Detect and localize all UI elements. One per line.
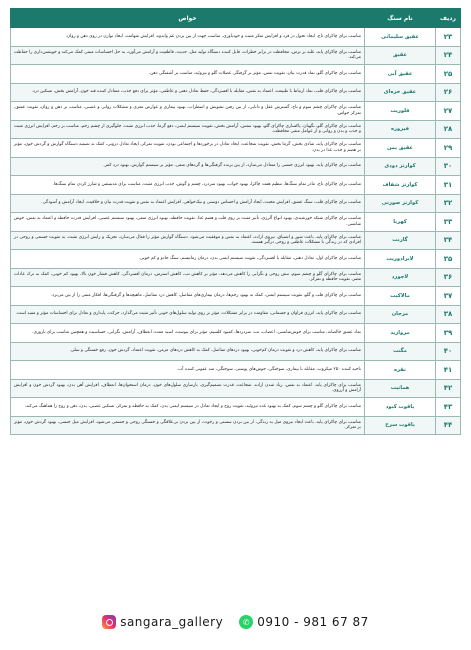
row-number: ۳۷ <box>436 287 461 306</box>
stone-name: کوارتز صورتی <box>365 194 436 213</box>
stone-name: مالاکیت <box>365 287 436 306</box>
stone-name: عقیق سلیمانی <box>365 28 436 47</box>
table-row <box>11 102 461 121</box>
stone-name: نقره <box>365 361 436 380</box>
stone-properties: مناسب برای چاکرای تاج، ایجاد تحول در فرد و افزایش تفکر مثبت و خودباوری، مناسب جهت از بین بردن غم واندوه، افزایش شهامت، ایجاد توازن در روی ذهن و روان. <box>11 28 365 47</box>
row-number: ۴۰ <box>436 342 461 361</box>
row-number: ۲۵ <box>436 65 461 84</box>
stone-name: یاقوت کبود <box>365 398 436 417</box>
stone-properties: مناسب برای چاکرای قلب، نماد ارتباط با طبیعت، اعتماد به نفس، مقابله با افسردگی، حفظ تعادل ذهنی و عاطفی، مؤثر برای دفع جذب، متعادل کننده قند خون، آرامش بخش، تسکین درد. <box>11 83 365 102</box>
stone-name: لاجورد <box>365 268 436 287</box>
table-row <box>11 398 461 417</box>
stone-properties: مناسب برای چاکرای پایه، انرژی فراوان و جسمانی، مقاومت در برابر مشکلات، مؤثر بر روی تولید سلول‌های خونی تأثیر مثبت می‌گذارد، حرکت، پایداری و تعادل برای احساسات مؤثر و مفید است. <box>11 305 365 324</box>
stone-properties: مناسب برای چاکرای قلب و گلو، تقویت سیستم ایمنی، کمک به بهبود زخم‌ها، درمان بیماری‌های مفاصل، کاهش درد مفاصل، ماهیچه‌ها و گرفتگی‌ها، افکار منفی را از بین می‌برد. <box>11 287 365 306</box>
table-row <box>11 83 461 102</box>
stone-name: مگنت <box>365 342 436 361</box>
stone-properties: مناسب برای چاکرای پایه، اعتماد به نفس، زیاد شدن اراده، شجاعت، قدرت تصمیم‌گیری، بازسازی سلول‌های خون، درمان استخوان‌ها، انعطاف، افزایش آهن بدن، بهبود گردش خون و افزایش آرامش و آرزوی. <box>11 379 365 398</box>
stone-name: عقیق <box>365 46 436 65</box>
stone-properties: مناسب برای چاکرای پایه، کاهش درد و تقویت درمان کم‌خونی، بهبود دردهای مفاصل، کمک به کاهش دردهای مزمن، تقویت اعتماد، گردش خون، رفع خستگی و تنبلی. <box>11 342 365 361</box>
table-row <box>11 139 461 158</box>
instagram-contact[interactable] <box>102 615 223 629</box>
stone-properties: مناسب برای چاکرای پایه، بهبود انرژی جنسی را متعادل می‌سازد، از بین برنده گرفتگی‌ها و گره‌های منفی، مؤثر بر سیستم گوارش، بهبود درد کمر. <box>11 157 365 176</box>
stone-properties: مناسب برای چاکرای اول، تعادل ذهنی، مقابله با افسردگی، تقویت سیستم ایمنی بدن، درمان رماتیسم، سنگ جادو و کم خونی. <box>11 250 365 269</box>
stone-name: کوارتز دودی <box>365 157 436 176</box>
row-number: ۳۶ <box>436 268 461 287</box>
stone-properties: نماد عشق خالصانه، مناسب برای خوش‌شانسی، اعصاب، تب، سردردها، کمبود کلسیم، مؤثر برای یبوست، اسید معده، انعطاف، آرامش، نگرانی، حساسیت و همچنین مناسب برای باروری. <box>11 324 365 343</box>
row-number: ۲۹ <box>436 139 461 158</box>
stone-name: کهربا <box>365 213 436 232</box>
row-number: ۳۸ <box>436 305 461 324</box>
stone-name: عقیق یمن <box>365 139 436 158</box>
table-row <box>11 342 461 361</box>
table-row <box>11 28 461 47</box>
stones-table <box>10 8 461 435</box>
table-row <box>11 379 461 398</box>
stone-properties: مناسب برای چاکرای قلب، سنگ عشق، افزایش محبت، ایجاد آرامش و احساس دوستی و نیک‌خواهی، افزایش اعتماد به نفس و تقویت قدرت بیان و خلاقیت، ایجاد آرامش و آسودگی. <box>11 194 365 213</box>
table-row <box>11 120 461 139</box>
whatsapp-icon: ✆ <box>239 615 253 629</box>
table-header-row <box>11 9 461 28</box>
stone-name: عقیق خزه‌ای <box>365 83 436 102</box>
row-number: ۳۵ <box>436 250 461 269</box>
row-number: ۴۴ <box>436 416 461 435</box>
row-number: ۳۲ <box>436 194 461 213</box>
table-row <box>11 213 461 232</box>
stone-properties: مناسب برای چاکرای پایه، باعث شور و اشتیاق، نیروی اراده، اعتماد به نفس و موفقیت می‌شود، دستگاه گوارش مؤثر را فعال می‌سازد، تحریک و زایش انرژی مثبت، به تقویت جسمی و روحی در افرادی که در زندگی با مشکلات عاطفی و روحی درگیر هستند. <box>11 231 365 250</box>
table-row <box>11 231 461 250</box>
stone-properties: مناسب برای چاکرای شبکه خورشیدی، بهبود انواع آلرژی، تأثیر مثبت بر روی قلب و هضم غذا، تقویت حافظه، بهبود انرژی منفی، بهبود سیستم عصبی، افزایش قدرت حافظه و اعتماد به نفس، خوش شانسی. <box>11 213 365 232</box>
header-properties: خواص <box>11 9 365 28</box>
header-stone-name: نام سنگ <box>365 9 436 28</box>
stone-name: گارنت <box>365 231 436 250</box>
stone-name: مروارید <box>365 324 436 343</box>
stone-name: یاقوت سرخ <box>365 416 436 435</box>
stone-properties-sheet <box>10 8 461 435</box>
stone-name: لابرادوریت <box>365 250 436 269</box>
row-number: ۳۹ <box>436 324 461 343</box>
table-row <box>11 416 461 435</box>
row-number: ۲۴ <box>436 46 461 65</box>
row-number: ۴۳ <box>436 398 461 417</box>
stone-properties: مناسب برای چاکرای گلو و چشم سوم، تنش روحی و نگرانی را کاهش می‌دهد، مؤثر بر کاهش تب، کاهش استرس، درمان افسردگی، کاهش فشار خون بالا، بهبود کم خونی، کمک به ترک عادات مضر، تقویت حافظه و تمرکز. <box>11 268 365 287</box>
table-row <box>11 250 461 269</box>
stone-properties: مناسب برای چاکرای چشم سوم و تاج، گسترش عقل و دانایی، از بین رفتن تشویش و اضطراب، بهبود بیماری و عوارض مغزی و مشکلات روانی و عصبی، مناسب بر ذهن و روان، تقویت عشق، تمرکز حواس. <box>11 102 365 121</box>
stone-name: هماتیت <box>365 379 436 398</box>
table-row <box>11 361 461 380</box>
phone-number: 0910 - 981 67 87 <box>257 615 369 629</box>
table-row <box>11 65 461 84</box>
row-number: ۳۳ <box>436 213 461 232</box>
row-number: ۳۱ <box>436 176 461 195</box>
table-row <box>11 194 461 213</box>
row-number: ۲۶ <box>436 83 461 102</box>
stone-properties: مناسب برای چاکرای گلو، نگهبان، پاکسازی چاکرای گلو، بهبود تنفس، آرامش بخش، تقویت سیستم ایمنی، دفع گرما، جذب انرژی مثبت، جلوگیری از چشم زخم، مناسب بر زخم، افزایش انرژی مثبت و جذب و بدن و روانی و از عوامل منفی محافظت. <box>11 120 365 139</box>
instagram-icon <box>102 615 116 629</box>
table-row <box>11 157 461 176</box>
stone-properties: ناحیه کننده ۲۵۰ میکروب، مقابله با بیماری، سوختگی، جوش‌های پوستی، سوختگی، ضد عفونی کننده آب. <box>11 361 365 380</box>
stone-properties: مناسب برای چاکرای پایه، غلبه بر ترس، محافظت در برابر خطرات، قابل کننده دستگاه تولید مثل، جدیت، قاطعیت و آرامش می‌آورد، به حل احساسات منفی کمک می‌کند و خویشتن‌داری را حفاظت می‌کند. <box>11 46 365 65</box>
table-row <box>11 287 461 306</box>
table-row <box>11 176 461 195</box>
row-number: ۳۰ <box>436 157 461 176</box>
table-body <box>11 28 461 435</box>
table-row <box>11 324 461 343</box>
table-row <box>11 268 461 287</box>
stone-properties: مناسب برای چاکرای پایه، باعث ایجاد نیروی میل به زندگی، از بین بردن سستی و رخوت، از بین بردن بی‌علاقگی و خستگی روحی و جسمی می‌شود، افزایش میل جنسی، بهبود گردش خون، مؤثر بر تمرکز. <box>11 416 365 435</box>
stone-properties: مناسب برای چاکرای گلو، نماد قدرت بیان، تقویت نفس، مؤثر بر گرفتگی عضلات گلو و تیروئید، مناسب بر آشفتگی ذهن. <box>11 65 365 84</box>
row-number: ۴۱ <box>436 361 461 380</box>
table-row <box>11 46 461 65</box>
header-row-number: ردیف <box>436 9 461 28</box>
stone-properties: مناسب برای چاکرای پایه، شادی بخش، گرما بخش، تقویت شجاعت، ایجاد تعادل در برخوردها و اجتماعی بودن، تقویت تمرکز، ایجاد تعادل درونی، کمک به تصفیه دستگاه گوارش و گردش خون، مؤثر بر هضم و جذب غذا در بدن. <box>11 139 365 158</box>
stone-name: فلوریت <box>365 102 436 121</box>
table-row <box>11 305 461 324</box>
row-number: ۲۳ <box>436 28 461 47</box>
row-number: ۳۴ <box>436 231 461 250</box>
stone-name: مرجان <box>365 305 436 324</box>
whatsapp-contact[interactable] <box>239 615 369 629</box>
row-number: ۲۸ <box>436 120 461 139</box>
stone-name: عقیق آبی <box>365 65 436 84</box>
stone-properties: مناسب برای چاکرای گلو و چشم سوم، کمک به بهبود غده تیروئید، تقویت روح و ایجاد تعادل در سیستم ایمنی بدن، کمک به حافظه و تمرکز، تسکین عصبی، بدن، ذهن و روح را هماهنگ می‌کند. <box>11 398 365 417</box>
instagram-handle: sangara_gallery <box>120 615 224 629</box>
stone-name: فیروزه <box>365 120 436 139</box>
contact-footer <box>0 608 471 636</box>
stone-name: کوارتز شفاف <box>365 176 436 195</box>
row-number: ۴۲ <box>436 379 461 398</box>
stone-properties: مناسب برای چاکرای تاج، مادر تمام سنگ‌ها، تنظیم هفت چاکرا، بهبود خواب، بهبود سردرد، چشم و گوش، جذب انرژی مثبت، مناسب برای مدیتیشن و شارژ کردن تمام سنگ‌ها. <box>11 176 365 195</box>
row-number: ۲۷ <box>436 102 461 121</box>
